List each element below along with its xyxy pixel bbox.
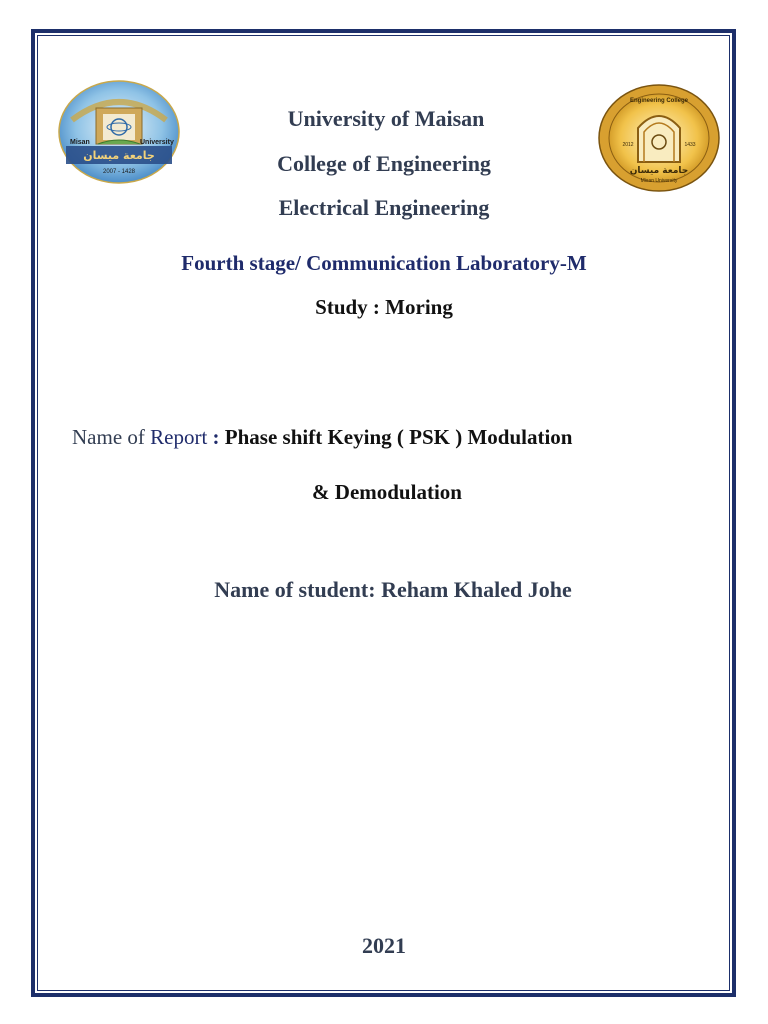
stage-course: Fourth stage/ Communication Laboratory-M [181,251,587,275]
right-logo-arabic: جامعة ميسان [629,166,689,176]
left-logo-years: 2007 - 1428 [102,169,136,175]
report-title-first-line: Phase shift Keying ( PSK ) Modulation [224,425,573,449]
report-label-colon: : [207,425,225,449]
report-year: 2021 [362,933,406,958]
left-logo-text-top: Misan [70,139,90,146]
report-title-line [72,425,573,450]
student-name: Name of student: Reham Khaled Johe [214,577,572,602]
right-logo-text-bottom: Misan University [640,178,678,184]
report-title-second-line: & Demodulation [312,480,462,504]
study-mode: Study : Moring [315,295,453,319]
left-logo-text-right: University [140,139,174,146]
report-label-word: Report [150,425,208,449]
college-name: College of Engineering [277,151,491,176]
report-label-prefix: Name of [72,425,151,449]
university-name: University of Maisan [287,106,485,131]
department-name: Electrical Engineering [278,195,490,220]
right-logo-year-left: 2012 [622,142,634,148]
right-logo-text-top: Engineering College [629,98,689,104]
left-logo-arabic: جامعة ميسان [83,149,155,162]
right-logo-year-right: 1433 [684,142,696,148]
